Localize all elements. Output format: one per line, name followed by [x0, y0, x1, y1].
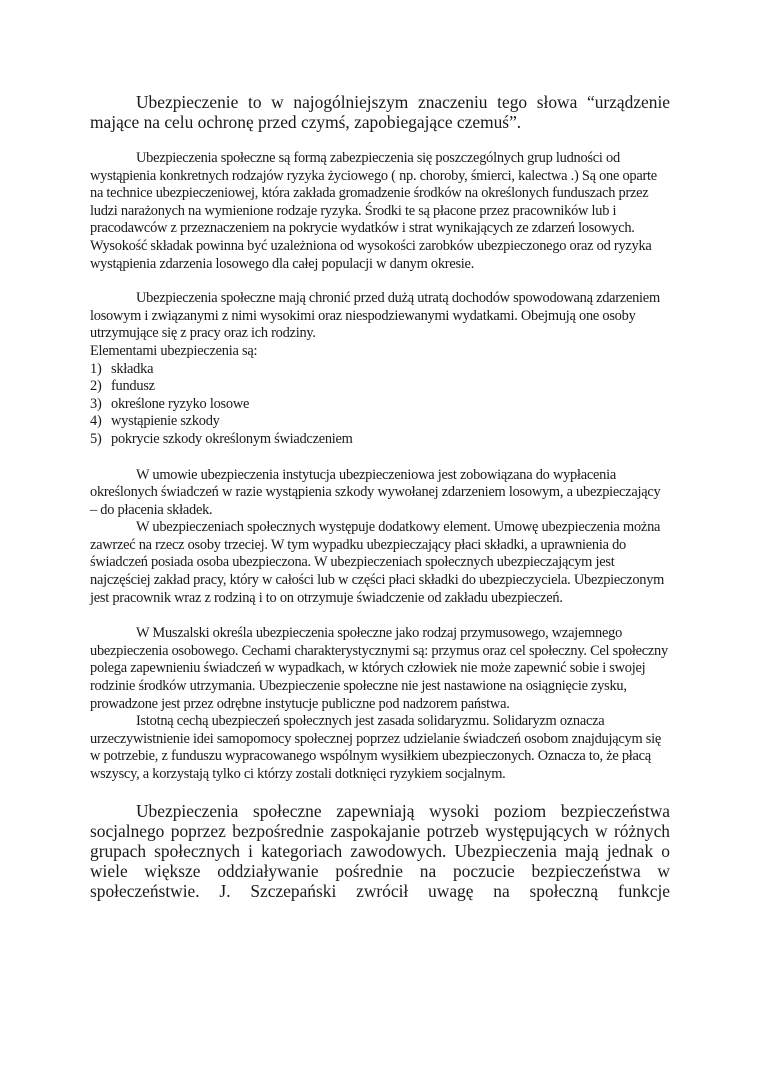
list-text: składka — [111, 360, 154, 377]
list-item — [90, 378, 670, 396]
list-number: 2) — [90, 378, 102, 395]
list-item — [90, 396, 670, 414]
list-text: wystąpienie szkody — [111, 413, 220, 430]
paragraph-1: Ubezpieczenia społeczne są formą zabezpieczenia się poszczególnych grup ludności od wystąpienia konkretnych rodzajów ryzyka życiowego ( np. choroby, śmierci, kalectwa .) Są one oparte na technice ubezpieczeniowej, która zakłada gromadzenie środków na określonych funduszach przez ludzi narażonych na wymienione rodzaje ryzyka. Środki te są płacone przez pracowników lub i pracodawców z przeznaczeniem na pokrycie wydatków i strat wynikających ze zdarzeń losowych. Wysokość składak powinna być uzależniona od wysokości zarobków ubezpieczonego oraz od ryzyka wystąpienia zdarzenia losowego dla całej populacji w danym okresie. — [90, 150, 657, 272]
list-text: fundusz — [111, 378, 155, 395]
list-number: 3) — [90, 395, 102, 412]
paragraph-2: Ubezpieczenia społeczne mają chronić przed dużą utratą dochodów spowodowaną zdarzeniem losowym i związanymi z nimi wysokimi oraz niespodziewanymi wydatkami. Obejmują one osoby utrzymujące się z pracy oraz ich rodziny. — [90, 290, 660, 342]
list-item — [90, 361, 670, 379]
paragraph-7: Ubezpieczenia społeczne zapewniają wysoki poziom bezpieczeństwa socjalnego poprzez bezpośrednie zaspokajanie potrzeb występujących w różnych grupach społecznych i kategoriach zawodowych. Ubezpieczenia mają jednak o wiele większe oddziaływanie pośrednie na poczucie bezpieczeństwa w społeczeństwie. J. Szczepański zwrócił uwagę na społeczną funkcje — [90, 800, 670, 901]
intro-paragraph: Ubezpieczenie to w najogólniejszym znaczeniu tego słowa “urządzenie mające na celu ochronę przed czymś, zapobiegające czemuś”. — [90, 92, 670, 132]
list-text: pokrycie szkody określonym świadczeniem — [111, 430, 353, 447]
document-page — [90, 92, 670, 901]
paragraph-5: W Muszalski określa ubezpieczenia społeczne jako rodzaj przymusowego, wzajemnego ubezpieczenia osobowego. Cechami charakterystycznymi są: przymus oraz cel społeczny. Cel społeczny polega zapewnieniu świadczeń w wypadkach, w których człowiek nie może zapewnić sobie i swojej rodzinie środków utrzymania. Ubezpieczenie społeczne nie jest nastawione na osiągnięcie zysku, prowadzone jest przez odrębne instytucje publiczne pod nadzorem państwa. — [90, 625, 668, 712]
paragraph-6: Istotną cechą ubezpieczeń społecznych jest zasada solidaryzmu. Solidaryzm oznacza urzeczywistnienie idei samopomocy społecznej poprzez udzielanie świadczeń osobom znajdującym się w potrzebie, z funduszu wypracowanego wspólnym wysiłkiem ubezpieczonych. Oznacza to, że płacą wszyscy, a korzystają tylko ci którzy zostali dotknięci ryzykiem socjalnym. — [90, 713, 661, 782]
list-number: 5) — [90, 430, 102, 447]
list-item — [90, 431, 670, 449]
paragraph-3: W umowie ubezpieczenia instytucja ubezpieczeniowa jest zobowiązana do wypłacenia określonych świadczeń w razie wystąpienia szkody wywołanej zdarzeniem losowym, a ubezpieczający – do płacenia składek. — [90, 466, 661, 518]
list-intro: Elementami ubezpieczenia są: — [90, 342, 258, 359]
list-text: określone ryzyko losowe — [111, 395, 250, 412]
list-item — [90, 413, 670, 431]
elements-list — [90, 361, 670, 449]
list-number: 1) — [90, 360, 102, 377]
list-number: 4) — [90, 413, 102, 430]
paragraph-4: W ubezpieczeniach społecznych występuje dodatkowy element. Umowę ubezpieczenia można zawrzeć na rzecz osoby trzeciej. W tym wypadku ubezpieczający płaci składki, a uprawnienia do świadczeń posiada osoba ubezpieczona. W ubezpieczeniach społecznych ubezpieczającym jest najczęściej zakład pracy, który w całości lub w części płaci składki do ubezpieczyciela. Ubezpieczonym jest pracownik wraz z rodziną i to on otrzymuje świadczenie od zakładu ubezpieczeń. — [90, 519, 665, 606]
